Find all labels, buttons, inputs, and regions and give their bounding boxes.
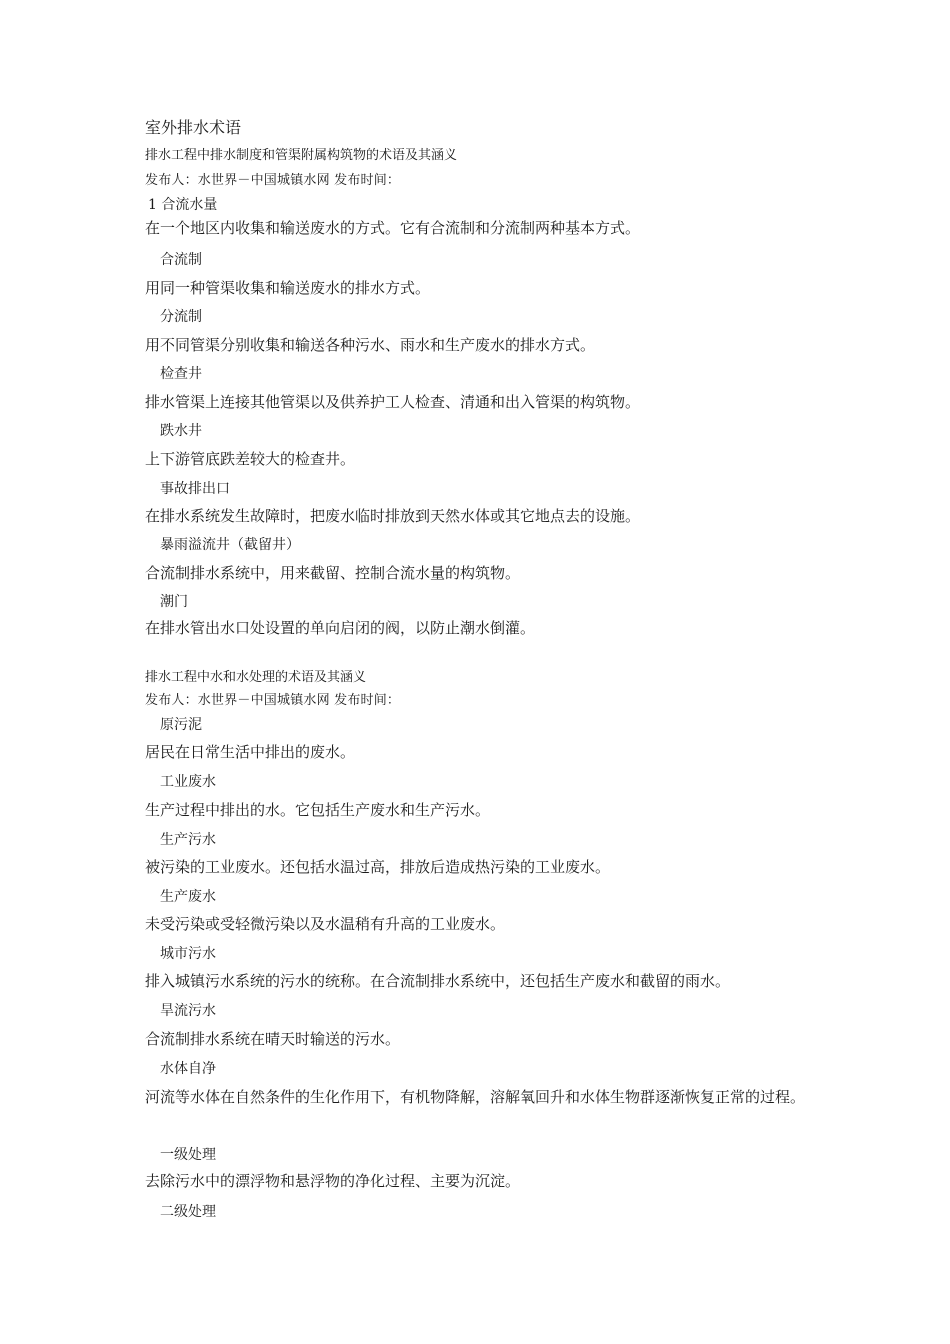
term-heading: 分流制 — [160, 309, 202, 325]
term-definition: 未受污染或受轻微污染以及水温稍有升高的工业废水。 — [145, 915, 506, 933]
section2-meta: 发布人：水世界－中国城镇水网 发布时间： — [145, 693, 401, 708]
term-definition: 排水管渠上连接其他管渠以及供养护工人检查、清通和出入管渠的构筑物。 — [145, 393, 641, 411]
term-definition: 去除污水中的漂浮物和悬浮物的净化过程、主要为沉淀。 — [145, 1172, 521, 1190]
term-heading: 暴雨溢流井（截留井） — [160, 537, 300, 553]
document-title: 室外排水术语 — [145, 118, 242, 137]
term-definition: 合流制排水系统在晴天时输送的污水。 — [145, 1030, 401, 1048]
term-heading: 城市污水 — [160, 946, 216, 962]
term-heading: 生产污水 — [160, 832, 216, 848]
term-heading: 跌水井 — [160, 423, 202, 439]
term-heading: 生产废水 — [160, 889, 216, 905]
term-definition: 排入城镇污水系统的污水的统称。在合流制排水系统中，还包括生产废水和截留的雨水。 — [145, 972, 731, 990]
term-heading: 一级处理 — [160, 1147, 216, 1163]
term-definition: 用不同管渠分别收集和输送各种污水、雨水和生产废水的排水方式。 — [145, 336, 596, 354]
term-heading: 事故排出口 — [160, 481, 230, 497]
section1-meta: 发布人：水世界－中国城镇水网 发布时间： — [145, 173, 401, 188]
term-heading: 工业废水 — [160, 774, 216, 790]
term-definition: 用同一种管渠收集和输送废水的排水方式。 — [145, 279, 431, 297]
term-definition: 上下游管底跌差较大的检查井。 — [145, 450, 356, 468]
term-heading: 合流制 — [160, 252, 202, 268]
term-heading: 潮门 — [160, 594, 188, 610]
term-definition: 在排水管出水口处设置的单向启闭的阀，以防止潮水倒灌。 — [145, 619, 536, 637]
term-definition: 合流制排水系统中，用来截留、控制合流水量的构筑物。 — [145, 564, 521, 582]
term-heading: 二级处理 — [160, 1204, 216, 1220]
term-heading: 原污泥 — [160, 717, 202, 733]
section2-heading: 排水工程中水和水处理的术语及其涵义 — [145, 670, 367, 685]
term-heading: 旱流污水 — [160, 1003, 216, 1019]
term-definition: 居民在日常生活中排出的废水。 — [145, 743, 356, 761]
term-definition: 河流等水体在自然条件的生化作用下，有机物降解，溶解氧回升和水体生物群逐渐恢复正常的过程。 — [145, 1088, 806, 1106]
term-heading: 检查井 — [160, 366, 202, 382]
term-definition: 被污染的工业废水。还包括水温过高，排放后造成热污染的工业废水。 — [145, 858, 611, 876]
section1-heading: 排水工程中排水制度和管渠附属构筑物的术语及其涵义 — [145, 148, 458, 163]
term-definition: 在排水系统发生故障时，把废水临时排放到天然水体或其它地点去的设施。 — [145, 507, 641, 525]
term-heading: 1 合流水量 — [148, 197, 218, 213]
term-heading: 水体自净 — [160, 1061, 216, 1077]
term-definition: 在一个地区内收集和输送废水的方式。它有合流制和分流制两种基本方式。 — [145, 219, 641, 237]
term-definition: 生产过程中排出的水。它包括生产废水和生产污水。 — [145, 801, 491, 819]
